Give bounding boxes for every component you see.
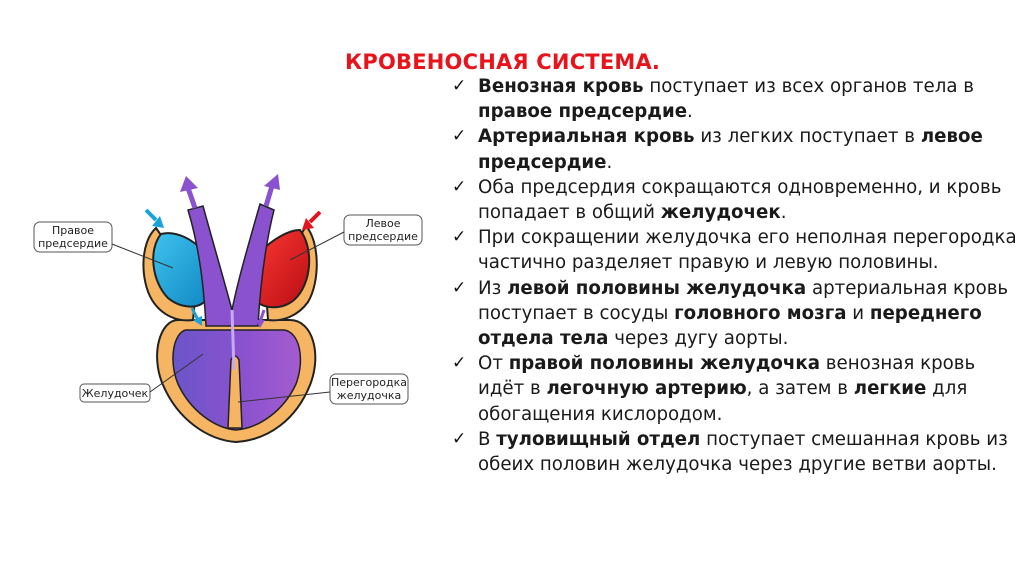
bullet-bold-text: переднего отдела тела [478,302,982,350]
bullet-text: , а затем в [746,378,854,400]
label-ventricle: Желудочек [81,387,149,400]
bullet-bold-text: туловищный отдел [496,428,701,450]
bullet-bold-text: левое предсердие [478,126,983,173]
bullet-item [452,427,1018,477]
heart-diagram [28,170,428,450]
page-title: КРОВЕНОСНАЯ СИСТЕМА. [345,50,661,74]
label-septum-line2: желудочка [336,389,402,402]
bullet-bold-text: правое предсердие [478,101,688,123]
bullet-bold-text: головного мозга [674,302,847,324]
bullet-item [452,175,1018,225]
bullet-text: В [478,428,497,450]
bullet-text: через дугу аорты. [608,328,789,350]
arterial-inflow-arrow-icon [302,212,320,230]
check-icon: ✓ [452,76,467,96]
bullet-text: поступает смешанная кровь из обеих половин желудочка через другие ветви аорты. [478,428,1008,476]
bullet-text: . [606,151,613,173]
bullet-text: поступает из всех органов тела в [643,76,974,97]
bullet-text: из легких поступает в [694,126,921,148]
trunk-divider [232,310,234,370]
bullet-text: . [687,101,693,123]
label-right-atrium-line2: предсердие [38,237,108,250]
label-septum-line1: Перегородка [330,376,408,389]
bullet-bold-text: Артериальная кровь [478,126,695,148]
label-right-atrium-line1: Правое [52,224,94,237]
label-left-atrium-line2: предсердие [348,230,418,243]
bullet-item [452,351,1018,427]
bullet-item [452,74,1018,124]
check-icon: ✓ [452,126,467,147]
bullet-text: венозная кровь идёт в [478,353,976,400]
bullet-bold-text: Венозная кровь [478,76,644,97]
bullet-bold-text: легочную артерию [546,378,747,400]
check-icon: ✓ [452,176,467,197]
label-left-atrium-line1: Левое [365,217,401,230]
bullet-text: артериальная кровь поступает в сосуды [478,277,1009,324]
check-icon: ✓ [452,227,467,248]
bullet-list [452,74,1018,477]
bullet-text: От [478,353,509,375]
arterial-trunk [188,204,274,326]
bullet-bold-text: левой половины желудочка [507,277,807,299]
bullet-item [452,225,1018,275]
bullet-text: При сокращении желудочка его неполная перегородка частично разделяет правую и левую половины. [478,227,1017,274]
bullet-text: Из [478,277,508,299]
bullet-text: и [846,302,870,324]
outflow-arrow-left-icon [180,176,198,208]
bullet-bold-text: желудочек [660,202,781,224]
bullet-text: Оба предсердия сокращаются одновременно, и кровь попадает в общий [478,176,1002,224]
bullet-bold-text: легкие [853,378,927,400]
venous-inflow-arrow-icon [146,210,164,228]
check-icon: ✓ [452,428,467,449]
bullet-bold-text: правой половины желудочка [508,353,821,375]
bullet-item [452,124,1018,174]
outflow-arrow-right-icon [264,174,280,206]
check-icon: ✓ [452,277,467,298]
check-icon: ✓ [452,353,467,374]
bullet-text: . [780,202,787,224]
bullet-text: для обогащения кислородом. [478,378,968,425]
bullet-item [452,276,1018,352]
